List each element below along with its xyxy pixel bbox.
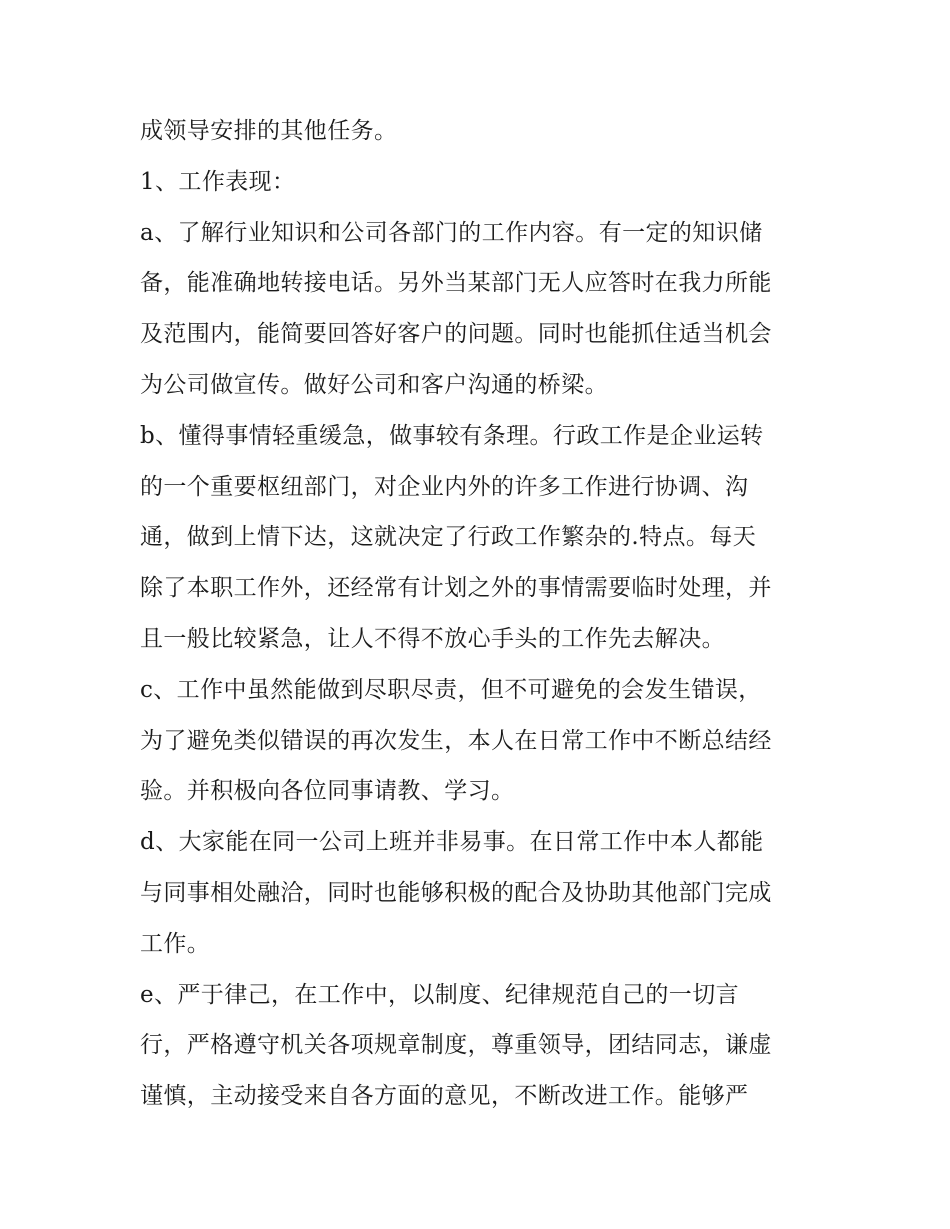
text-line: d、大家能在同一公司上班并非易事。在日常工作中本人都能	[140, 829, 764, 856]
text-line: 为了避免类似错误的再次发生，本人在日常工作中不断总结经	[140, 727, 772, 754]
text-line: 验。并积极向各位同事请教、学习。	[140, 778, 515, 805]
text-line: a、了解行业知识和公司各部门的工作内容。有一定的知识储	[140, 219, 763, 246]
text-line: 谨慎，主动接受来自各方面的意见，不断改进工作。能够严	[140, 1083, 749, 1110]
text-line: 除了本职工作外，还经常有计划之外的事情需要临时处理，并	[140, 575, 772, 602]
text-line: 行，严格遵守机关各项规章制度，尊重领导，团结同志，谦虚	[140, 1032, 772, 1059]
text-line: 为公司做宣传。做好公司和客户沟通的桥梁。	[140, 371, 608, 398]
text-line: c、工作中虽然能做到尽职尽责，但不可避免的会发生错误，	[140, 676, 762, 703]
text-line: 工作。	[140, 930, 211, 957]
text-line: e、严于律己，在工作中，以制度、纪律规范自己的一切言	[140, 981, 740, 1008]
text-line: 且一般比较紧急，让人不得不放心手头的工作先去解决。	[140, 625, 725, 652]
text-line: 与同事相处融洽，同时也能够积极的配合及协助其他部门完成	[140, 879, 772, 906]
text-line: b、懂得事情轻重缓急，做事较有条理。行政工作是企业运转	[140, 422, 764, 449]
text-line: 及范围内，能简要回答好客户的问题。同时也能抓住适当机会	[140, 321, 772, 348]
document-body	[140, 106, 820, 1122]
text-line: 的一个重要枢纽部门，对企业内外的许多工作进行协调、沟	[140, 473, 749, 500]
text-line: 通，做到上情下达，这就决定了行政工作繁杂的.特点。每天	[140, 524, 757, 551]
text-line: 备，能准确地转接电话。另外当某部门无人应答时在我力所能	[140, 270, 772, 297]
section-heading: 1、工作表现：	[140, 168, 296, 195]
text-line: 成领导安排的其他任务。	[140, 118, 398, 144]
